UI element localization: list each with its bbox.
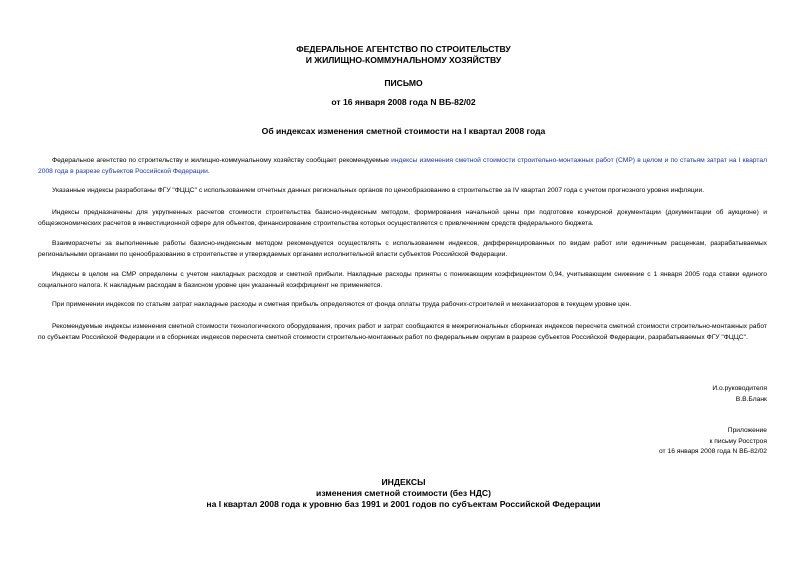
appendix-label: Приложение [727,427,767,434]
table-title-line3: на I квартал 2008 года к уровню баз 1991 и 2001 годов по субъектам Российской Федерации [206,499,601,509]
paragraph-7: Рекомендуемые индексы изменения сметной стоимости технологического оборудования, прочих работ и затрат сообщаются в межрегиональных сборниках индексов пересчета сметной стоимости строительно-монтажных работ по субъектам Российской Федерации и в сборниках индексов пересчета сметной стоимости строительно-монтажных работ по федеральным округам в разрезе субъектов Российской Федерации, разрабатываемых ФГУ "ФЦЦС". [38,323,767,341]
org-name-line1: ФЕДЕРАЛЬНОЕ АГЕНТСТВО ПО СТРОИТЕЛЬСТВУ [296,44,511,54]
paragraph-1-end: . [207,167,210,175]
paragraph-1-text: Федеральное агентство по строительству и жилищно-коммунальному хозяйству сообщает рекомендуемые [52,157,392,164]
signature-name: В.В.Бланк [735,396,767,403]
paragraph-2: Указанные индексы разработаны ФГУ "ФЦЦС" с использованием отчетных данных региональных органов по ценообразованию в строительстве за IV квартал 2007 года с учетом прогнозного уровня инфляции. [52,187,705,194]
paragraph-5: Индексы в целом на СМР определены с учетом накладных расходов и сметной прибыли. Накладные расходы приняты с понижающим коэффициентом 0,94, учитывающим снижение с 1 января 2005 года ставки единого социального налога. К накладным расходам в базисном уровне цен указанный коэффициент не применяется. [38,271,767,289]
table-title-line2: изменения сметной стоимости (без НДС) [316,488,491,498]
appendix-date: от 16 января 2008 года N ВБ-82/02 [658,448,767,455]
indices-link[interactable]: индексы изменения сметной стоимости строительно-монтажных работ (СМР) в целом и по статьям затрат на I квартал 2008 года в разрезе субъектов Российской Федерации [38,157,767,175]
paragraph-1 [38,156,767,177]
table-title-line1: ИНДЕКСЫ [381,477,426,487]
doc-date-number: от 16 января 2008 года N ВБ-82/02 [331,97,476,107]
signature-position: И.о.руководителя [712,385,767,392]
paragraph-4: Взаиморасчеты за выполненные работы базисно-индексным методом рекомендуется осуществлять с использованием индексов, дифференцированных по видам работ или единичным расценкам, разрабатываемых региональными органами по ценообразованию в строительстве и утверждаемых органами исполнительной власти субъектов Российской Федерации. [38,240,767,258]
paragraph-6: При применении индексов по статьям затрат накладные расходы и сметная прибыль определяются от фонда оплаты труда рабочих-строителей и механизаторов в текущем уровне цен. [52,301,632,308]
doc-subject: Об индексах изменения сметной стоимости на I квартал 2008 года [261,126,546,136]
appendix-reference: к письму Росстроя [709,438,767,445]
doc-type: ПИСЬМО [384,78,423,88]
paragraph-3: Индексы предназначены для укрупненных расчетов стоимости строительства базисно-индексным методом, формирования начальной цены при подготовке конкурсной документации (документации об аукционе) и общеэкономических расчетов в инвестиционной сфере для объектов, финансирование строительства которых осуществляется с привлечением средств федерального бюджета. [38,209,767,227]
org-name-line2: И ЖИЛИЩНО-КОММУНАЛЬНОМУ ХОЗЯЙСТВУ [305,55,502,65]
